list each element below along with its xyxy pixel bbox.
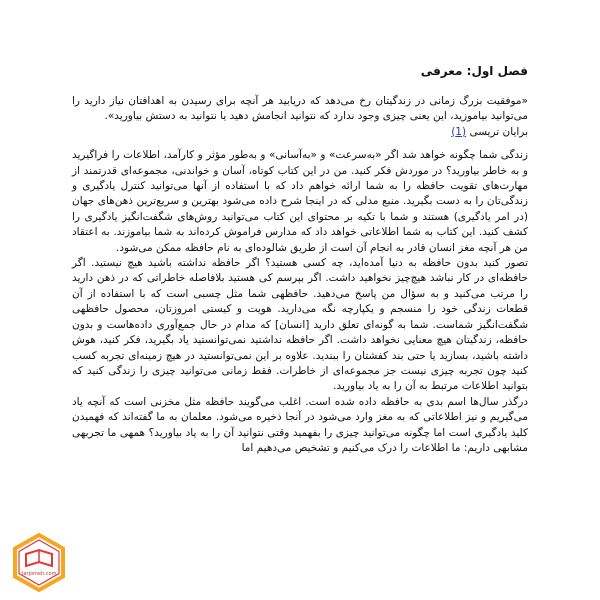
- footnote-reference-link[interactable]: (1): [451, 125, 467, 138]
- quote-author: برایان تریسی: [469, 125, 528, 138]
- quote-attribution: [72, 125, 528, 140]
- hexagon-book-icon: [8, 532, 70, 594]
- body-paragraph-2: تصور کنید بدون حافظه به دنیا آمده‌اید، چه کسی هستید؟ اگر حافظه نداشته باشید هیچ نیستید. اگر حافظه‌ای در کار نباشد هیچ‌چیز نخواهید داشت. اگر بپرسم کی هستید بلافاصله خاطراتی که در ذهن دارید را مرتب می‌کنید و به سؤال من پاسخ می‌دهید. حافظهی شما مثل چسبی است که با استفاده از آن قطعات زندگی خود را منسجم و یکپارچه نگه می‌دارید. هویت و کیستی امروزتان، محصول حافظهی شگفت‌انگیز شماست. شما به گونه‌ای تعلق دارید [انسان] که مدام در حال جمع‌آوری داده‌هاست و بدون حافظه، زندگیتان هیچ معنایی نخواهد داشت. اگر حافظه نداشتید نمی‌توانستید یاد بگیرید، فکر کنید، هوش داشته باشید، بسازید یا حتی بند کفشتان را ببندید. علاوه بر این نمی‌توانستید در هیچ زمینه‌ای تجربه کسب کنید چون تجربه چیزی نیست جز مجموعه‌ای از خاطرات. فقط زمانی می‌توانید چیزی را زندگی کنید که بتوانید اطلاعات مرتبط به آن را به یاد بیاورید.: [72, 257, 528, 393]
- document-page: [72, 62, 528, 600]
- site-logo: [8, 532, 70, 594]
- logo-caption: tarjomeh.com: [21, 571, 57, 577]
- chapter-heading: فصل اول: معرفی: [420, 64, 528, 78]
- body-paragraph-3: درگذر سال‌ها اسم بدی به حافظه داده شده است. اغلب می‌گویند حافظه مثل مخزنی است که آنچه یاد می‌گیریم و نیز اطلاعاتی که به مغز وارد می‌شود در آنجا ذخیره می‌شود. معلمان به ما گفته‌اند که فهمیدن کلید یادگیری است اما چگونه می‌توانید چیزی را بفهمید وقتی نتوانید آن را به یاد بیاورید؟ همهی ما تجربهی مشابهی داریم: ما اطلاعات را درک می‌کنیم و تشخیص می‌دهیم اما: [72, 395, 528, 454]
- opening-quote: «موفقیت بزرگ زمانی در زندگیتان رخ می‌دهد که دریابید هر آنچه برای رسیدن به اهدافتان نیاز دارید را می‌توانید بیاموزید، این یعنی چیزی وجود ندارد که نتوانید انجامش دهید یا نتوانید به دستش بیاورید».: [72, 95, 528, 123]
- body-paragraph-1: زندگی شما چگونه خواهد شد اگر «به‌سرعت» و «به‌آسانی» و به‌طور مؤثر و کارآمد، اطلاعات را فراگیرید و به خاطر بیاورید؟ در موردش فکر کنید. من در این کتاب کوتاه، آسان و خواندنی، مجموعه‌ای قدرتمند از مهارت‌های تقویت حافظه را به شما ارائه خواهم داد که با استفاده از آنها می‌توانید کنترل یادگیری و زندگی‌تان را به دست بگیرید. منبع مدلی که در اینجا شرح داده می‌شود بهترین و سریع‌ترین ذهن‌های جهان (در امر یادگیری) هستند و شما با تکیه بر محتوای این کتاب می‌توانید روش‌های شگفت‌انگیز یادگیری را کشف کنید. این کتاب به شما اطلاعاتی خواهد داد که مدارس فراموش کرده‌اند به شما بیاموزند. به اعتقاد من هر آنچه مغز انسان قادر به انجام آن است از طریق شالوده‌ای به نام حافظه ممکن می‌شود.: [72, 149, 528, 254]
